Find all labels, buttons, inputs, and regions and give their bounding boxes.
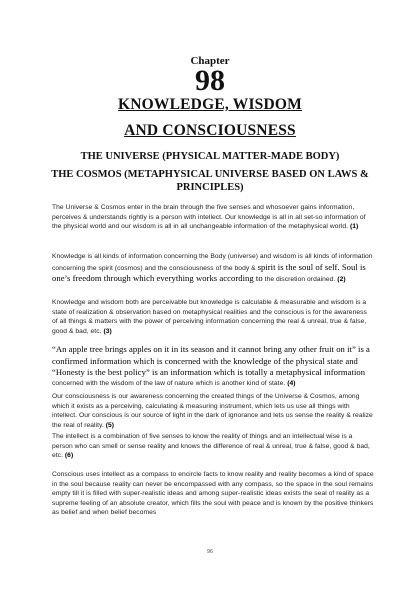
paragraph-4 — [52, 344, 374, 388]
paragraph-5-ref: (5) — [105, 421, 115, 429]
paragraph-2-large-text: spirit is the soul of self. Soul is one’s freedom through which everything works according to — [52, 261, 366, 284]
paragraph-7 — [52, 470, 374, 518]
page-number: 96 — [206, 549, 214, 555]
paragraph-2-text: Knowledge is all kinds of information concerning the Body (universe) and wisdom is all kinds of information concerning the spirit (cosmos) and the consciousness of the body & — [52, 253, 373, 272]
section-subtitle-universe: THE UNIVERSE (PHYSICAL MATTER-MADE BODY) — [80, 151, 340, 162]
paragraph-1 — [52, 203, 374, 232]
paragraph-6-ref: (6) — [64, 452, 74, 460]
chapter-number: 98 — [195, 64, 225, 97]
chapter-title-line-2: AND CONSCIOUSNESS — [124, 122, 296, 139]
paragraph-5-text: Our consciousness is our awareness concerning the created things of the Universe & Cosmos, among which it exists as a perceiving, calculating & measuring instrument, which lets us use all things with intellect. Our conscious is our source of light in the dark of ignorance and lets us sense the reality & realize the real of reality. — [52, 393, 373, 429]
paragraph-1-ref: (1) — [349, 223, 359, 231]
paragraph-7-text: Conscious uses intellect as a compass to encircle facts to know reality and reality becomes a kind of space in the soul because reality can never be encompassed with any compass, so the space in the soul remains empty till it is filled with super-realistic ideas and among super-realistic ideas exists the seal of reality as a supreme feeling of an absolute creator, which fills the soul with peace and is known by the positive thinkers as belief and when belief becomes — [52, 471, 374, 517]
paragraph-2 — [52, 252, 374, 285]
paragraph-1-text: The Universe & Cosmos enter in the brain through the five senses and whosoever gains information, perceives & understands rightly is a person with intellect. Our knowledge is all in all set-so information of the physical world and our wisdom is all in all unchangeable information of the metaphysical world. — [52, 204, 366, 231]
paragraph-6-text: The intellect is a combination of five senses to know the reality of things and an intellectual wise is a person who can smell or sense reality and knows the difference of real & unreal, true & false, good & bad, etc. — [52, 433, 370, 460]
paragraph-4-large-text: “An apple tree brings apples on it in its season and it cannot bring any other fruit on it” is a confirmed information which is concerned with the knowledge of the physical state and “Honesty is the best policy” is an information which is totally a metaphysical information — [52, 344, 370, 378]
paragraph-2-ref: (2) — [337, 276, 346, 284]
paragraph-2-tail: the discretion ordained. — [264, 276, 336, 284]
section-subtitle-cosmos: THE COSMOS (METAPHYSICAL UNIVERSE BASED ON LAWS & PRINCIPLES) — [51, 169, 369, 193]
paragraph-3 — [52, 298, 374, 336]
paragraph-6 — [52, 432, 374, 461]
chapter-title-line-1: KNOWLEDGE, WISDOM — [118, 96, 302, 113]
paragraph-5 — [52, 392, 374, 430]
paragraph-4-tail: concerned with the wisdom of the law of nature which is another kind of state. — [52, 379, 286, 387]
paragraph-3-text: Knowledge and wisdom both are perceivable but knowledge is calculable & measurable and wisdom is a state of realization & observation based on metaphysical realities and the conscious is for the awareness of all things & matters with the power of perceiving information concerning the real & unreal, true & false, good & bad, etc. — [52, 299, 367, 335]
paragraph-4-ref: (4) — [287, 379, 296, 387]
chapter-label: Chapter — [190, 55, 230, 67]
paragraph-3-ref: (3) — [103, 327, 112, 335]
